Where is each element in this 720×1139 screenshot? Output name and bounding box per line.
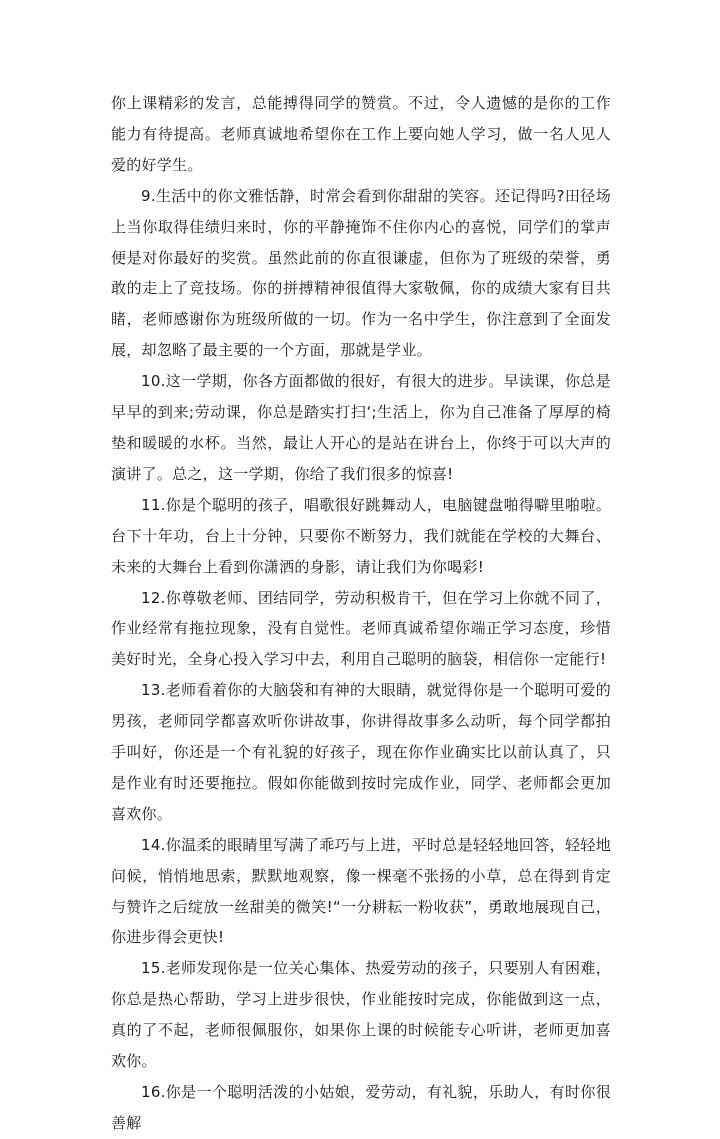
- paragraph-13: 13.老师看着你的大脑袋和有神的大眼睛，就觉得你是一个聪明可爱的男孩，老师同学都喜欢听你讲故事，你讲得故事多么动听，每个同学都拍手叫好，你还是一个有礼貌的好孩子，现在你作业确实比以前认真了，只是作业有时还要拖拉。假如你能做到按时完成作业，同学、老师都会更加喜欢你。: [111, 681, 611, 823]
- paragraph-continuation: 你上课精彩的发言，总能搏得同学的赞赏。不过，令人遗憾的是你的工作能力有待提高。老师真诚地希望你在工作上要向她人学习，做一名人见人爱的好学生。: [111, 94, 611, 174]
- document-page: [111, 88, 611, 1139]
- paragraph-9: 9.生活中的你文雅恬静，时常会看到你甜甜的笑容。还记得吗?田径场上当你取得佳绩归来时，你的平静掩饰不住你内心的喜悦，同学们的掌声便是对你最好的奖赏。虽然此前的你直很谦虚，但你为了班级的荣誉，勇敢的走上了竞技场。你的拼搏精神很值得大家敬佩，你的成绩大家有目共睹，老师感谢你为班级所做的一切。作为一名中学生，你注意到了全面发展，却忽略了最主要的一个方面，那就是学业。: [111, 186, 611, 360]
- paragraph-15: 15.老师发现你是一位关心集体、热爱劳动的孩子，只要别人有困难，你总是热心帮助，学习上进步很快，作业能按时完成，你能做到这一点，真的了不起，老师很佩服你，如果你上课的时候能专心听讲，老师更加喜欢你。: [111, 959, 611, 1071]
- paragraph-14: 14.你温柔的眼睛里写满了乖巧与上进，平时总是轻轻地回答，轻轻地问候，悄悄地思索，默默地观察，像一棵毫不张扬的小草，总在得到肯定与赞许之后绽放一丝甜美的微笑!“一分耕耘一粉收获”，勇敢地展现自己，你进步得会更快!: [111, 835, 611, 947]
- paragraph-16: 16.你是一个聪明活泼的小姑娘，爱劳动，有礼貌，乐助人，有时你很善解: [111, 1083, 611, 1132]
- paragraph-10: 10.这一学期，你各方面都做的很好，有很大的进步。早读课，你总是早早的到来;劳动课，你总是踏实打扫‘;生活上，你为自己准备了厚厚的椅垫和暖暖的水杯。当然，最让人开心的是站在讲台上，你终于可以大声的演讲了。总之，这一学期，你给了我们很多的惊喜!: [111, 372, 611, 483]
- paragraph-11: 11.你是个聪明的孩子，唱歌很好跳舞动人，电脑键盘啪得噼里啪啦。台下十年功，台上十分钟，只要你不断努力，我们就能在学校的大舞台、未来的大舞台上看到你潇洒的身影，请让我们为你喝彩!: [111, 495, 611, 576]
- paragraph-12: 12.你尊敬老师、团结同学，劳动积极肯干，但在学习上你就不同了，作业经常有拖拉现象，没有自觉性。老师真诚希望你端正学习态度，珍惜美好时光，全身心投入学习中去，利用自己聪明的脑袋，相信你一定能行!: [111, 588, 611, 669]
